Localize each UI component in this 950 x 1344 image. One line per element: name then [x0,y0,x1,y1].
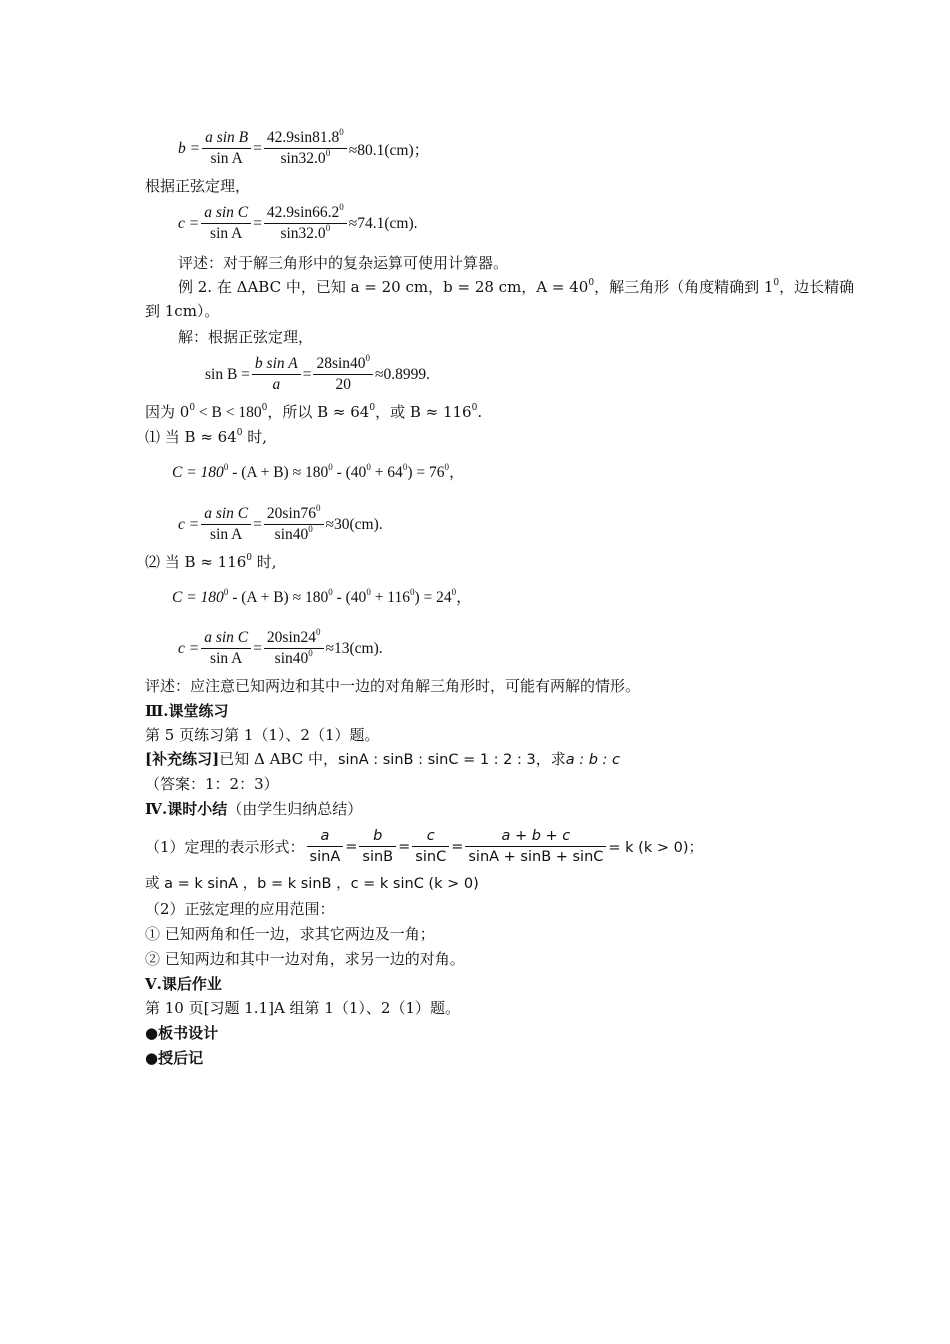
eq-result: ≈80.1(cm)； [348,141,430,159]
because-line [145,402,482,423]
equals: = [253,639,262,657]
degree: 0 [339,202,344,212]
num-text: 28sin40 [316,355,366,372]
numerator: a sin C [201,504,251,525]
text-part: 时, [242,428,268,446]
eq-result: ≈0.8999. [375,365,431,383]
numerator: a sin C [201,628,251,649]
text-part: + 64 [370,464,403,481]
text-part: ) = 76 [407,464,445,481]
denominator: sin A [210,150,243,167]
section-4-title: Ⅳ.课时小结 [145,800,228,818]
equation-c [178,203,418,244]
equals: = [345,838,358,855]
denominator [264,649,324,669]
fraction [201,628,251,669]
degree: 0 [189,403,196,413]
degree: 0 [246,553,253,563]
fraction [313,354,373,395]
fraction [264,504,324,545]
text-part: ，求 [535,750,566,768]
denominator: a [272,376,281,393]
text-part: 时, [252,553,277,571]
numerator: b [359,826,396,847]
text-line: 根据正弦定理， [145,177,251,195]
summary-alt-form: 或 a = k sinA ，b = k sinB ，c = k sinC (k > 0) [145,876,479,892]
denominator: sin A [210,225,243,242]
numerator [313,354,373,375]
eq-result: ≈13(cm). [325,639,383,657]
eq-lhs: c = [178,515,200,533]
eq-result: ≈74.1(cm). [348,214,418,232]
eq-lhs: sin B = [205,365,250,383]
numerator [264,128,347,149]
list-item: ② 已知两边和其中一边对角，求另一边的对角。 [145,950,465,968]
supplement-line [145,749,620,770]
equals: = [253,139,262,157]
degree: 0 [328,462,333,472]
fraction [465,826,606,867]
text-part: C = 180 [172,589,224,606]
degree: 0 [223,462,229,472]
text-part: C = 180 [172,464,224,481]
numerator [264,504,324,525]
equals: = [398,838,411,855]
equation-b [178,128,429,169]
denominator [264,525,324,545]
equals: = [302,365,312,383]
degree: 0 [471,403,478,413]
text-part: - (A + B) ≈ 180 [228,589,329,606]
equals: = [253,214,262,232]
after-class-notes-heading: ●授后记 [145,1049,204,1067]
summary-label: （1）定理的表示形式： [145,838,305,856]
denominator: sinA [309,849,341,865]
text-part: 例 2. 在 ΔABC 中，已知 a = 20 cm，b = 28 cm，A = 40 [178,278,589,296]
num-text: 42.9sin81.8 [266,129,340,146]
eq-lhs: c = [178,214,200,232]
ratio-expression: sinA : sinB : sinC = 1 : 2 : 3 [337,752,536,768]
fraction [201,504,251,545]
denominator [264,224,347,244]
equation-sinB [205,354,430,395]
comment-line: 评述：应注意已知两边和其中一边的对角解三角形时，可能有两解的情形。 [145,677,641,695]
section-4-note: （由学生归纳总结） [227,800,363,818]
degree: 0 [339,127,344,137]
degree: 0 [366,462,371,472]
summary-2: （2）正弦定理的应用范围： [145,900,335,918]
num-text: 20sin24 [266,629,316,646]
text-part: ，解三角形（角度精确到 1 [594,278,774,296]
degree: 0 [588,278,595,288]
numerator [264,203,347,224]
example-2-line-1 [178,277,854,297]
degree: 0 [773,278,780,288]
list-item: ① 已知两角和任一边，求其它两边及一角； [145,925,435,943]
text-part: - (A + B) ≈ 180 [228,464,329,481]
numerator: b sin A [252,354,301,375]
case-2-angle-C [172,588,472,608]
numerator: a [307,826,344,847]
section-5-title: Ⅴ.课后作业 [145,975,222,993]
degree: 0 [308,524,313,534]
denominator: sin A [210,526,243,543]
denominator: 20 [335,376,351,393]
text-part: ，边长精确 [779,278,855,296]
equals: = [451,838,464,855]
den-text: sin40 [274,650,309,667]
text-part: - (40 [332,589,367,606]
numerator [264,628,324,649]
denominator: sinC [415,849,447,865]
eq-lhs: c = [178,639,200,657]
degree: 0 [365,353,371,363]
comment-line: 评述：对于解三角形中的复杂运算可使用计算器。 [178,254,509,272]
fraction [307,826,344,867]
solution-intro: 解：根据正弦定理， [178,328,314,346]
ask-expression: a : b : c [565,752,621,768]
section-5-text: 第 10 页[习题 1.1]A 组第 1（1）、2（1）题。 [145,999,460,1017]
degree: 0 [261,403,268,413]
text-part: ) = 24 [414,589,452,606]
summary-tail: = k (k > 0)； [608,840,703,856]
fraction [412,826,449,867]
case-2-label [145,552,277,572]
numerator: a sin B [202,128,251,149]
supplement-label: [补充练习] [145,750,220,768]
den-text: sin32.0 [280,225,326,242]
fraction [202,128,251,169]
denominator: sinA + sinB + sinC [468,849,604,865]
text-part: ，所以 B ≈ 64 [267,403,370,421]
num-text: 42.9sin66.2 [266,204,340,221]
section-3-text: 第 5 页练习第 1（1）、2（1）题。 [145,726,380,744]
board-design-heading: ●板书设计 [145,1024,219,1042]
text-part: + 116 [370,589,410,606]
fraction [264,128,347,169]
eq-lhs: b = [178,139,201,157]
text-part: ⑵ 当 B ≈ 116 [145,553,247,571]
degree: 0 [369,403,376,413]
den-text: sin40 [274,526,309,543]
case-1-label [145,427,267,447]
degree: 0 [223,587,229,597]
degree: 0 [451,587,457,597]
text-part: 已知 Δ ABC 中， [219,750,338,768]
section-4-title-line [145,799,362,819]
fraction [252,354,301,395]
fraction [264,203,347,244]
text-part: 因为 0 [145,403,190,421]
degree: 0 [316,627,321,637]
text-part: ， [456,589,472,606]
case-2-side-c [178,628,383,669]
text-part: ， [448,464,465,481]
degree: 0 [236,428,243,438]
degree: 0 [325,148,331,158]
degree: 0 [402,462,408,472]
num-text: 20sin76 [266,505,316,522]
fraction [201,203,251,244]
fraction [264,628,324,669]
degree: 0 [366,587,371,597]
degree: 0 [409,587,415,597]
equals: = [253,515,262,533]
degree: 0 [444,462,449,472]
denominator [264,149,347,169]
denominator: sin A [210,650,243,667]
summary-formula [145,826,703,867]
case-1-side-c [178,504,383,545]
case-1-angle-C [172,463,464,483]
numerator: c [412,826,449,847]
text-part: ，或 B ≈ 116 [375,403,472,421]
text-part: . [477,403,483,421]
answer-line: （答案：1：2：3） [145,775,279,793]
section-3-title: Ⅲ.课堂练习 [145,702,229,720]
degree: 0 [308,648,313,658]
degree: 0 [325,223,331,233]
numerator: a + b + c [465,826,606,847]
eq-result: ≈30(cm). [325,515,383,533]
text-part: < B < 180 [195,404,262,421]
fraction [359,826,396,867]
text-part: - (40 [332,464,367,481]
den-text: sin32.0 [280,150,326,167]
example-2-line-2: 到 1cm）。 [145,302,220,320]
text-part: ⑴ 当 B ≈ 64 [145,428,237,446]
denominator: sinB [362,849,394,865]
numerator: a sin C [201,203,251,224]
degree: 0 [328,587,333,597]
degree: 0 [316,503,321,513]
